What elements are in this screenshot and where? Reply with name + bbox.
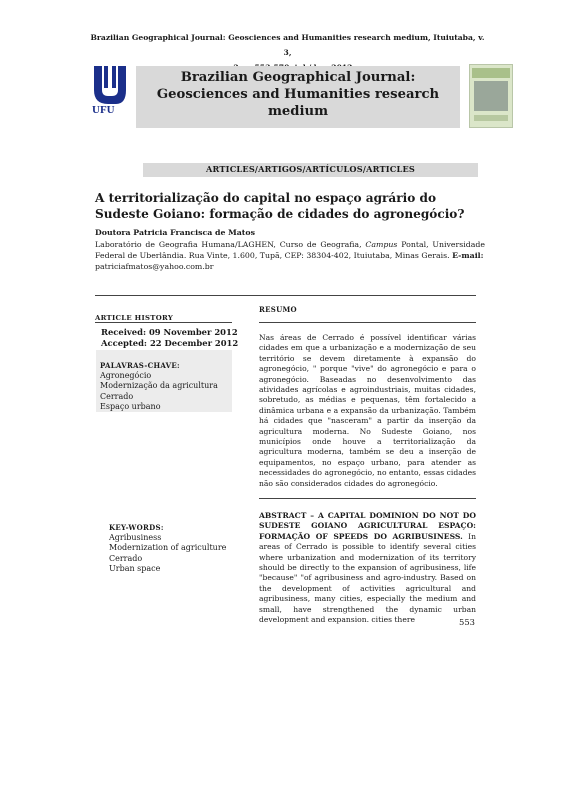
key-word-item: Urban space — [109, 564, 161, 574]
keyword-item: Espaço urbano — [100, 402, 161, 412]
article-history-heading: ARTICLE HISTORY — [95, 314, 174, 322]
email-label: E-mail: — [452, 251, 484, 260]
key-word-item: Modernization of agriculture — [109, 543, 227, 553]
journal-title — [136, 69, 460, 120]
divider-rule — [95, 295, 476, 296]
campus-word: Campus — [365, 240, 398, 249]
key-words-heading: KEY-WORDS: — [109, 523, 164, 532]
citation-line-1: Brazilian Geographical Journal: Geosciences and Humanities research medium, Ituiutaba, v. 3, — [90, 33, 485, 57]
article-dates — [101, 327, 238, 349]
journal-title-line-2: Geosciences and Humanities research — [156, 87, 440, 102]
resumo-rule — [259, 322, 476, 323]
resumo-heading: RESUMO — [259, 305, 297, 314]
abstract-body: In areas of Cerrado is possible to identify several cities where urbanization and modernization of its territory should be directly to the expansion of agribusiness, life "because" "of agribusiness and agro-industry. Based on the development of activities agricultural and agribusiness, many cities, especially the medium and small, have strengthened the dynamic urban development and expansion. cities there — [259, 531, 476, 625]
author-name: Doutora Patricia Francisca de Matos — [95, 228, 255, 237]
key-word-item: Cerrado — [109, 553, 143, 563]
logo-text: UFU — [92, 104, 115, 116]
abstract-text — [259, 511, 476, 625]
journal-title-line-1: Brazilian Geographical Journal: — [180, 70, 416, 85]
abstract-lead: ABSTRACT – A CAPITAL DOMINION DO NOT DO SUDESTE GOIANO AGRICULTURAL ESPAÇO: FORMAÇÃO OF SPEEDS DO AGRIBUSINESS. — [259, 511, 476, 541]
author-email: patriciafmatos@yahoo.com.br — [95, 262, 214, 271]
author-affiliation: Laboratório de Geografia Humana/LAGHEN, Curso de Geografia, Campus Pontal, Universidade Federal de Uberlândia. Rua Vinte, 1.600, Tupã, CEP: 38304-402, Ituiutaba, Minas Gerais. E-mail: patriciafmatos@yahoo.com.br — [95, 240, 485, 271]
keyword-item: Cerrado — [100, 391, 134, 401]
keyword-item: Modernização da agricultura — [100, 381, 218, 391]
key-word-item: Agribusiness — [109, 533, 162, 542]
received-date: Received: 09 November 2012 — [101, 327, 238, 337]
journal-title-line-3: medium — [267, 104, 329, 119]
history-rule — [95, 322, 232, 323]
accepted-date: Accepted: 22 December 2012 — [101, 338, 239, 348]
palavras-chave-list — [100, 371, 218, 413]
key-words-list — [109, 533, 226, 575]
keyword-item: Agronegócio — [100, 371, 152, 380]
palavras-chave-heading: PALAVRAS-CHAVE: — [100, 361, 180, 370]
section-label: ARTICLES/ARTIGOS/ARTÍCULOS/ARTICLES — [205, 164, 416, 174]
paper-title: A territorialização do capital no espaço agrário do Sudeste Goiano: formação de cidades do agronegócio? — [95, 191, 465, 221]
journal-cover-image — [469, 64, 513, 128]
resumo-end-rule — [259, 498, 476, 499]
page-number: 553 — [459, 617, 475, 627]
resumo-text: Nas áreas de Cerrado é possível identificar várias cidades em que a urbanização e a modernização de seu território se devem diretamente à expansão do agronegócio, " porque "vive" do agronegócio e para o agronegócio. Baseadas no desenvolvimento das atividades agrícolas e agroindustriais, muitas cidades, sobretudo, as médias e pequenas, têm fortalecido a dinâmica urbana e a expansão da urbanização. Também há cidades que "nasceram" a partir da inserção da agricultura moderna. No Sudeste Goiano, nos municípios onde houve a territorialização da agricultura moderna, também se deu a inserção de equipamentos, no espaço urbano, para atender as necessidades do agronegócio, no entanto, essas cidades não são considerados cidades do agronegócio. — [259, 333, 476, 488]
